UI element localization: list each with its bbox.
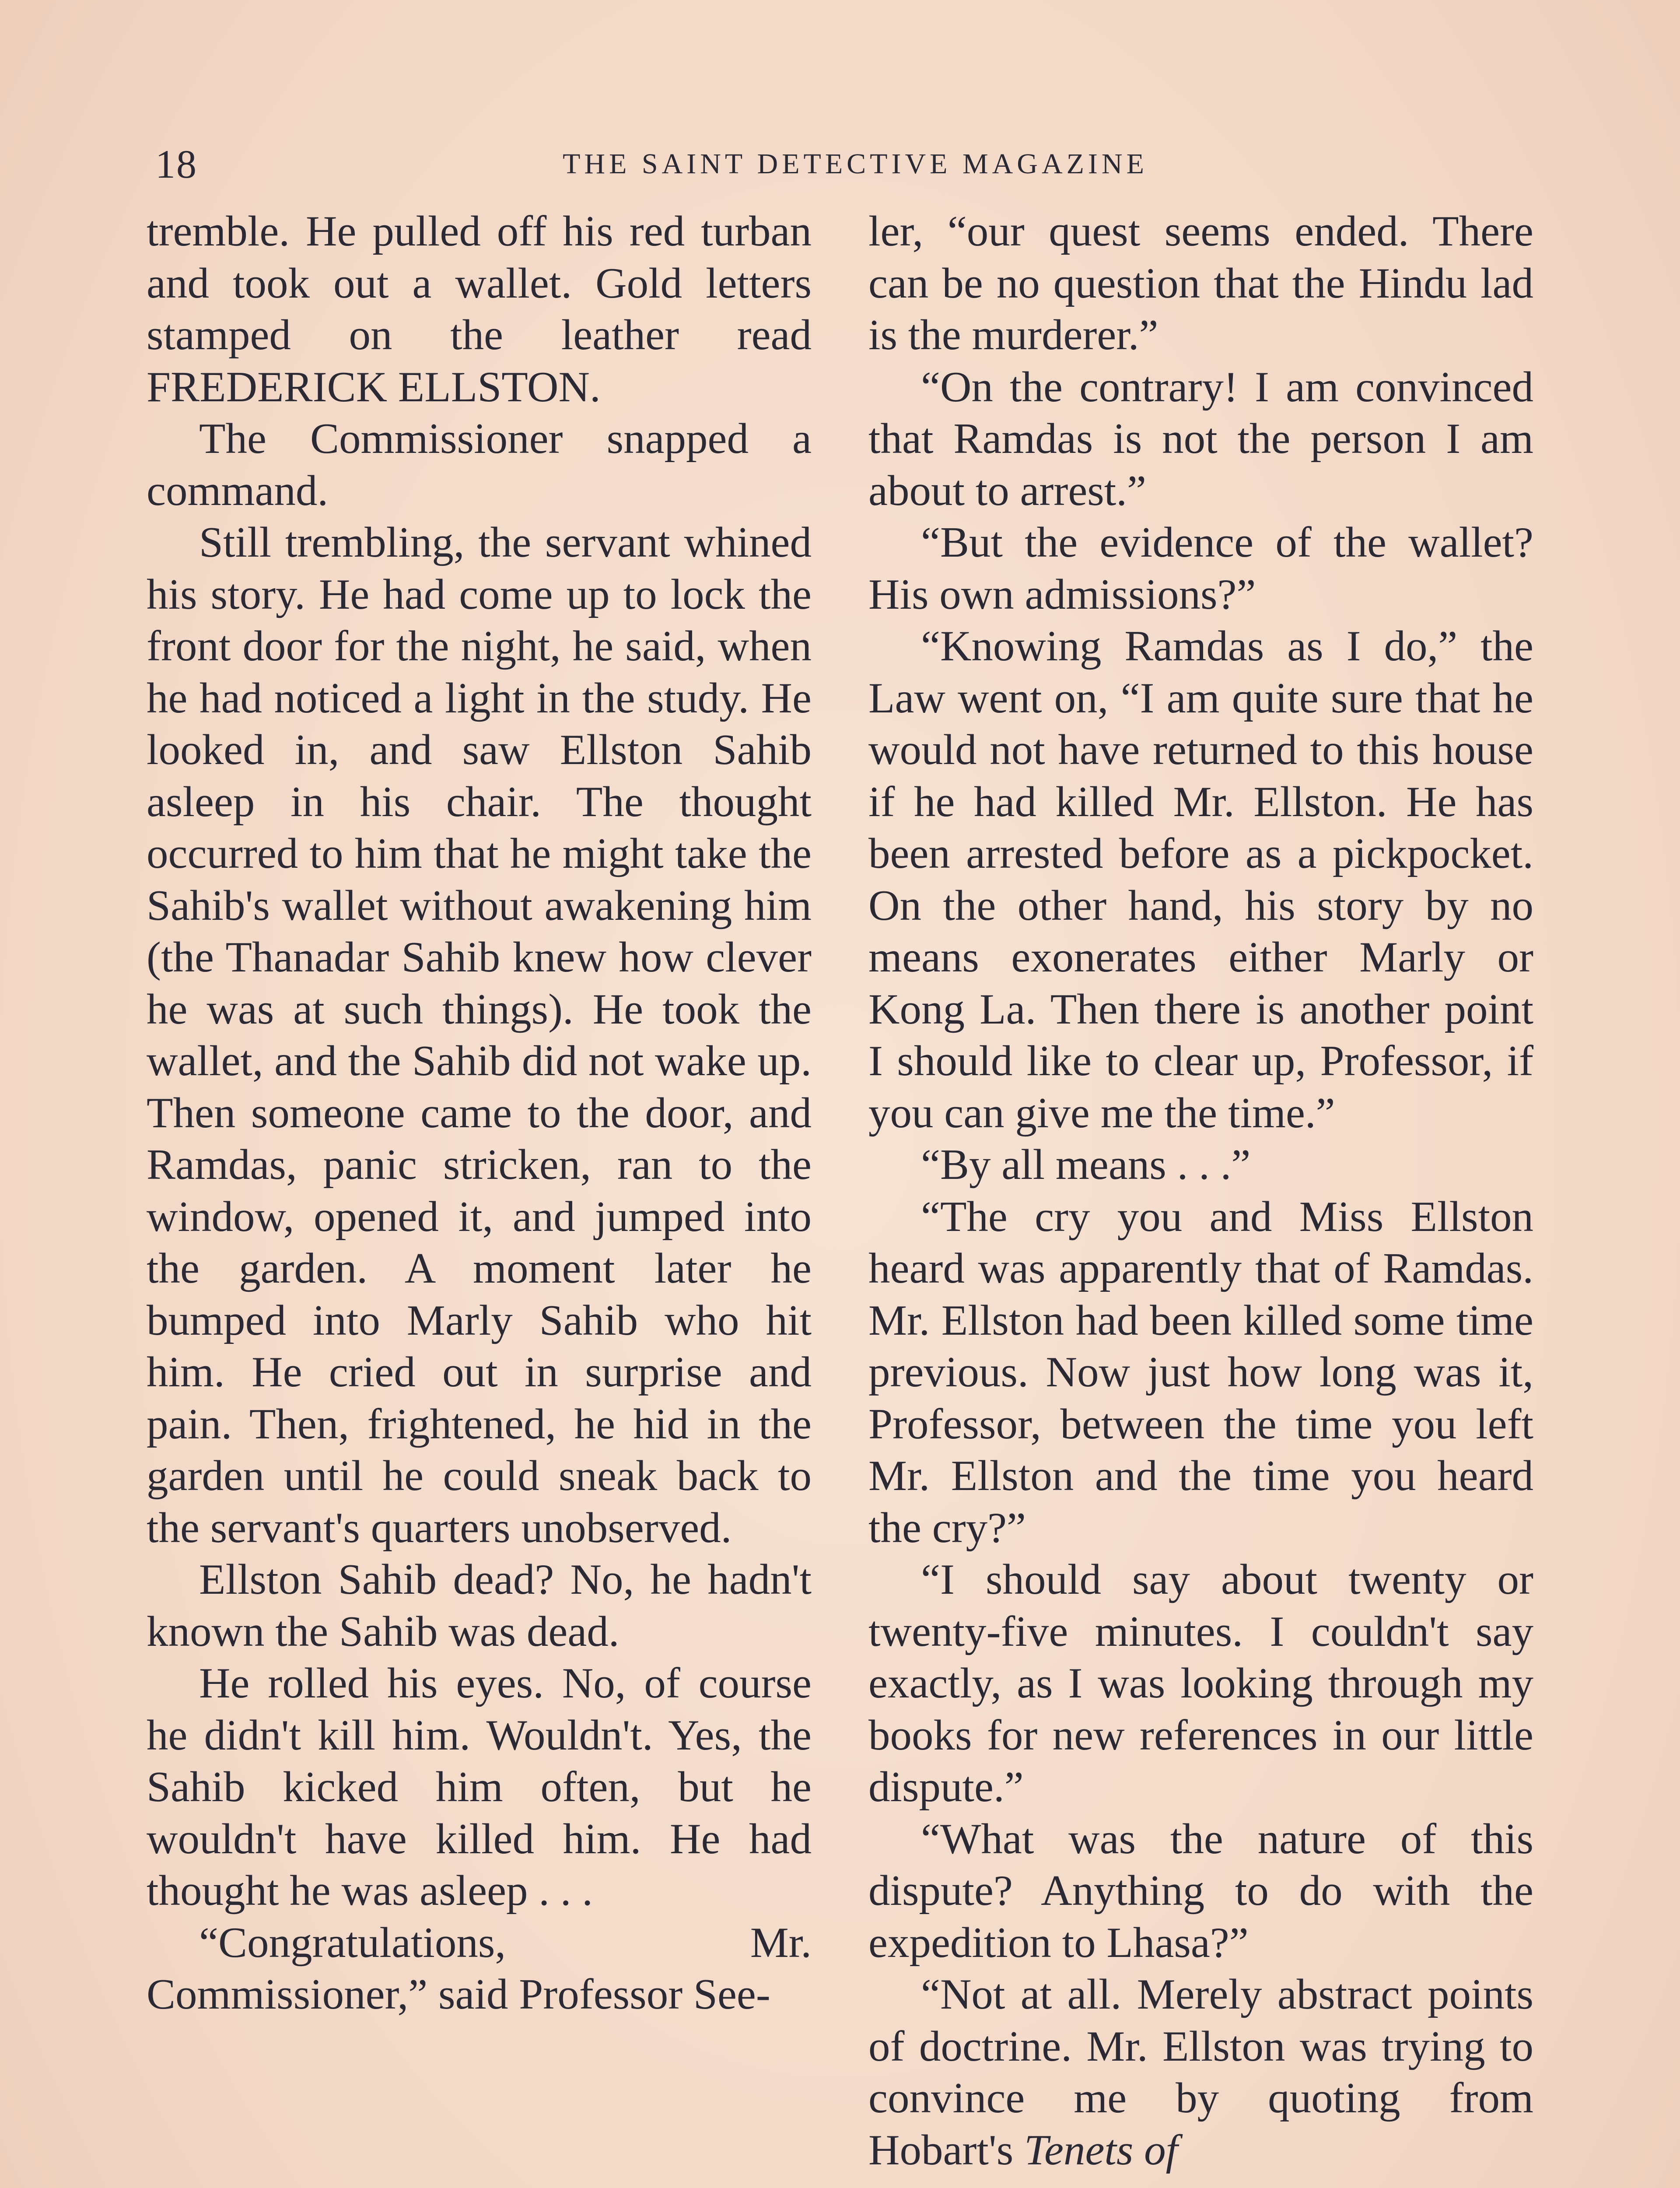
italic-book-title: Tenets of — [1024, 2126, 1178, 2174]
paragraph: “Congratulations, Mr. Commissioner,” said Professor See- — [147, 1918, 812, 2018]
paragraph: “The cry you and Miss Ellston heard was apparently that of Ramdas. Mr. Ellston had been killed some time previous. Now just how long was it, Professor, between the time you left Mr. Ellston and the time you heard the cry?” — [868, 1192, 1533, 1552]
paragraph-last — [868, 1969, 1533, 2176]
paragraph: tremble. He pulled off his red turban and took out a wallet. Gold letters stamped on the leather read FREDERICK ELLSTON. — [147, 207, 812, 411]
left-column — [147, 206, 812, 2021]
right-column — [868, 206, 1533, 2176]
paragraph: “What was the nature of this dispute? Anything to do with the expedition to Lhasa?” — [868, 1815, 1533, 1967]
paragraph: Ellston Sahib dead? No, he hadn't known the Sahib was dead. — [147, 1556, 812, 1655]
paragraph: “But the evidence of the wallet? His own admissions?” — [868, 519, 1533, 618]
running-head: THE SAINT DETECTIVE MAGAZINE — [563, 148, 1148, 180]
paragraph: Still trembling, the servant whined his story. He had come up to lock the front door for the night, he said, when he had noticed a light in the study. He looked in, and saw Ellston Sahib asleep in his chair. The thought occurred to him that he might take the Sahib's wallet without awakening him (the Thanadar Sahib knew how clever he was at such things). He took the wallet, and the Sahib did not wake up. Then someone came to the door, and Ramdas, panic stricken, ran to the window, opened it, and jumped into the garden. A moment later he bumped into Marly Sahib who hit him. He cried out in surprise and pain. Then, frightened, he hid in the garden until he could sneak back to the servant's quarters unobserved. — [147, 519, 812, 1552]
paragraph: “On the contrary! I am convinced that Ramdas is not the person I am about to arrest.” — [868, 363, 1533, 515]
page-header — [155, 140, 1555, 188]
paragraph: “I should say about twenty or twenty-five minutes. I couldn't say exactly, as I was looking through my books for new references in our little dispute.” — [868, 1556, 1533, 1811]
paragraph: He rolled his eyes. No, of course he didn't kill him. Wouldn't. Yes, the Sahib kicked him often, but he wouldn't have killed him. He had thought he was asleep . . . — [147, 1659, 812, 1914]
paragraph: The Commissioner snapped a command. — [147, 415, 812, 515]
paragraph-text: “Not at all. Merely abstract points of doctrine. Mr. Ellston was trying to convince me by quoting from Hobart's — [868, 1971, 1533, 2174]
paragraph: ler, “our quest seems ended. There can be no question that the Hindu lad is the murderer.” — [868, 207, 1533, 359]
paragraph: “By all means . . .” — [921, 1141, 1251, 1189]
paragraph: “Knowing Ramdas as I do,” the Law went on, “I am quite sure that he would not have returned to this house if he had killed Mr. Ellston. He has been arrested before as a pickpocket. On the other hand, his story by no means exonerates either Marly or Kong La. Then there is another point I should like to clear up, Professor, if you can give me the time.” — [868, 622, 1533, 1137]
page-number: 18 — [155, 142, 197, 186]
